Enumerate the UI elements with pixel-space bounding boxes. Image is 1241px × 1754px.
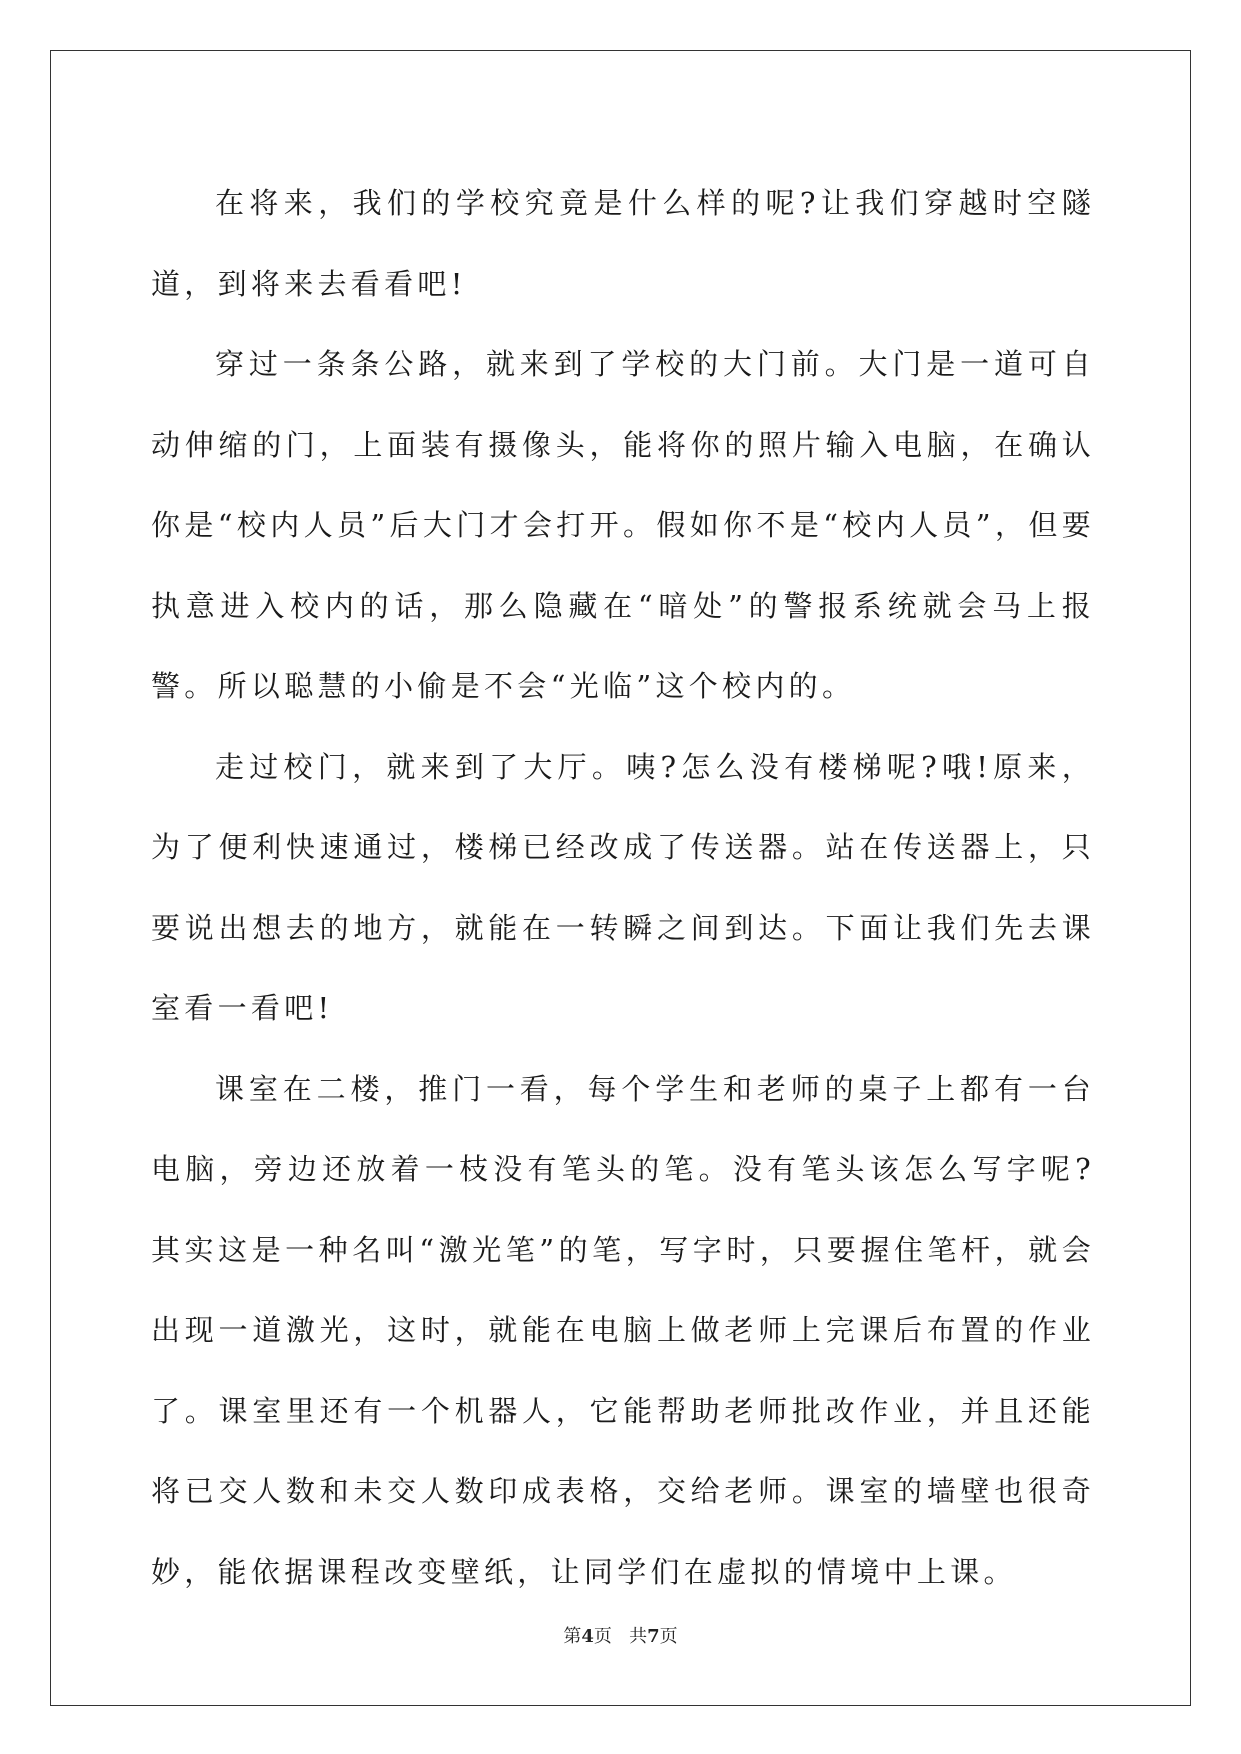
total-pages: 7 bbox=[647, 1626, 660, 1647]
paragraph-3: 走过校门，就来到了大厅。咦?怎么没有楼梯呢?哦!原来，为了便利快速通过，楼梯已经改成了传送器。站在传送器上，只要说出想去的地方，就能在一转瞬之间到达。下面让我们先去课室看一看吧! bbox=[151, 749, 1095, 1025]
page-number: 4 bbox=[581, 1626, 594, 1647]
page-suffix: 页 bbox=[593, 1626, 612, 1647]
page-prefix: 第 bbox=[563, 1626, 582, 1647]
total-suffix: 页 bbox=[659, 1626, 678, 1647]
document-body bbox=[151, 163, 1095, 1612]
paragraph-4: 课室在二楼，推门一看，每个学生和老师的桌子上都有一台电脑，旁边还放着一枝没有笔头的笔。没有笔头该怎么写字呢?其实这是一种名叫“激光笔”的笔，写字时，只要握住笔杆，就会出现一道激光，这时，就能在电脑上做老师上完课后布置的作业了。课室里还有一个机器人，它能帮助老师批改作业，并且还能将已交人数和未交人数印成表格，交给老师。课室的墙壁也很奇妙，能依据课程改变壁纸，让同学们在虚拟的情境中上课。 bbox=[151, 1071, 1095, 1589]
total-prefix: 共 bbox=[629, 1626, 648, 1647]
paragraph-2: 穿过一条条公路，就来到了学校的大门前。大门是一道可自动伸缩的门，上面装有摄像头，能将你的照片输入电脑，在确认你是“校内人员”后大门才会打开。假如你不是“校内人员”，但要执意进入校内的话，那么隐藏在“暗处”的警报系统就会马上报警。所以聪慧的小偷是不会“光临”这个校内的。 bbox=[151, 347, 1095, 703]
page-footer bbox=[0, 1622, 1241, 1648]
paragraph-1: 在将来，我们的学校究竟是什么样的呢?让我们穿越时空隧道，到将来去看看吧! bbox=[151, 186, 1095, 301]
